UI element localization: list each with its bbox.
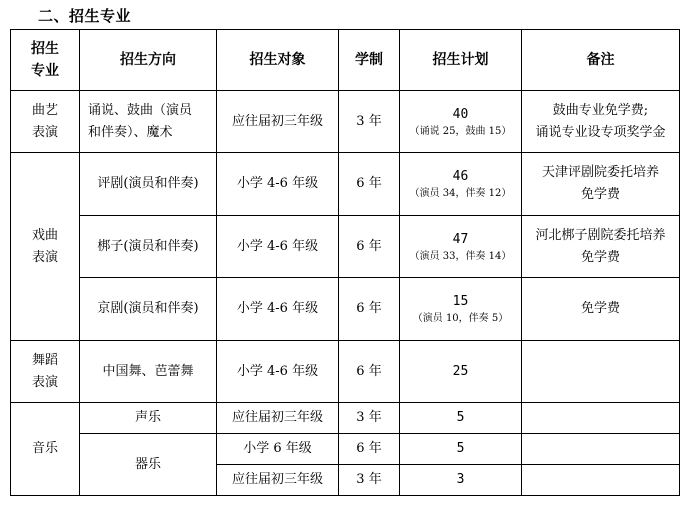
plan-cell: 25 <box>400 341 522 403</box>
duration-cell: 6 年 <box>339 216 400 278</box>
duration-cell: 6 年 <box>339 434 400 465</box>
duration-cell: 6 年 <box>339 153 400 216</box>
target-cell: 小学 4-6 年级 <box>217 341 339 403</box>
note-cell <box>522 465 680 496</box>
header-target: 招生对象 <box>217 30 339 91</box>
target-cell: 小学 6 年级 <box>217 434 339 465</box>
direction-cell: 中国舞、芭蕾舞 <box>80 341 217 403</box>
table-row-quyi <box>11 91 680 153</box>
note-cell: 河北梆子剧院委托培养 免学费 <box>522 216 680 278</box>
category-cell: 音乐 <box>11 403 80 496</box>
plan-cell: 40 （诵说 25，鼓曲 15） <box>400 91 522 153</box>
enrollment-table <box>10 29 680 496</box>
header-direction: 招生方向 <box>80 30 217 91</box>
target-cell: 应往届初三年级 <box>217 91 339 153</box>
note-cell <box>522 341 680 403</box>
plan-cell: 46 （演员 34，伴奏 12） <box>400 153 522 216</box>
note-cell <box>522 434 680 465</box>
note-cell: 天津评剧院委托培养 免学费 <box>522 153 680 216</box>
table-row-qiyue-a <box>11 434 680 465</box>
plan-cell: 5 <box>400 403 522 434</box>
target-cell: 小学 4-6 年级 <box>217 216 339 278</box>
direction-cell: 梆子(演员和伴奏) <box>80 216 217 278</box>
direction-cell: 评剧(演员和伴奏) <box>80 153 217 216</box>
duration-cell: 3 年 <box>339 465 400 496</box>
table-row-wudao <box>11 341 680 403</box>
section-heading: 二、招生专业 <box>38 7 132 25</box>
plan-cell: 5 <box>400 434 522 465</box>
duration-cell: 3 年 <box>339 403 400 434</box>
header-duration: 学制 <box>339 30 400 91</box>
target-cell: 应往届初三年级 <box>217 465 339 496</box>
table-row-bangzi <box>11 216 680 278</box>
note-cell: 免学费 <box>522 278 680 341</box>
table-row-pingju <box>11 153 680 216</box>
table-row-shengyue <box>11 403 680 434</box>
plan-cell: 15 （演员 10，伴奏 5） <box>400 278 522 341</box>
category-cell: 舞蹈 表演 <box>11 341 80 403</box>
direction-cell: 器乐 <box>80 434 217 496</box>
target-cell: 小学 4-6 年级 <box>217 153 339 216</box>
header-category: 招生 专业 <box>11 30 80 91</box>
plan-cell: 3 <box>400 465 522 496</box>
target-cell: 应往届初三年级 <box>217 403 339 434</box>
note-cell: 鼓曲专业免学费; 诵说专业设专项奖学金 <box>522 91 680 153</box>
direction-cell: 京剧(演员和伴奏) <box>80 278 217 341</box>
header-row <box>11 30 680 91</box>
table-row-jingju <box>11 278 680 341</box>
header-notes: 备注 <box>522 30 680 91</box>
direction-cell: 诵说、鼓曲（演员 和伴奏）、魔术 <box>80 91 217 153</box>
category-cell: 曲艺 表演 <box>11 91 80 153</box>
duration-cell: 6 年 <box>339 278 400 341</box>
duration-cell: 3 年 <box>339 91 400 153</box>
header-plan: 招生计划 <box>400 30 522 91</box>
direction-cell: 声乐 <box>80 403 217 434</box>
plan-cell: 47 （演员 33，伴奏 14） <box>400 216 522 278</box>
category-cell: 戏曲 表演 <box>11 153 80 341</box>
note-cell <box>522 403 680 434</box>
duration-cell: 6 年 <box>339 341 400 403</box>
target-cell: 小学 4-6 年级 <box>217 278 339 341</box>
